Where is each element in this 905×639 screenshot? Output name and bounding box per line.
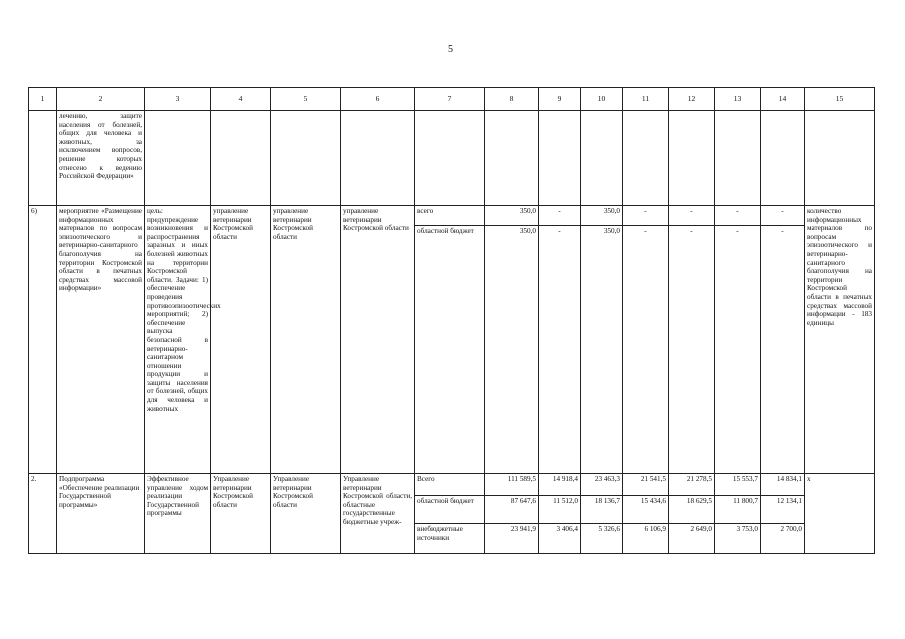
value-cell: 12 134,1: [761, 496, 805, 524]
value-cell: 6 106,9: [623, 524, 669, 554]
value-cell: -: [623, 206, 669, 226]
executor: управление ветеринарии Костромской области: [211, 206, 271, 474]
cell: [715, 111, 761, 206]
source-name: областной бюджет: [415, 226, 485, 474]
cell-continued-text: лечению, защите населения от болезней, общих для человека и животных, за исключением вопросов, решение которых отнесено к ведению Российской Федерации»: [57, 111, 145, 206]
header-cell: 6: [341, 88, 415, 111]
header-cell: 5: [271, 88, 341, 111]
value-cell: -: [539, 226, 581, 474]
value-cell: 18 629,5: [669, 496, 715, 524]
source-name: областной бюджет: [415, 496, 485, 524]
header-cell: 15: [805, 88, 875, 111]
value-cell: 15 434,6: [623, 496, 669, 524]
header-cell: 10: [581, 88, 623, 111]
value-cell: -: [669, 226, 715, 474]
value-cell: -: [715, 206, 761, 226]
value-cell: 5 326,6: [581, 524, 623, 554]
cell: [669, 111, 715, 206]
value-cell: 87 647,6: [485, 496, 539, 524]
table-row: [29, 474, 875, 496]
page-number: 5: [448, 44, 453, 55]
value-cell: 11 512,0: [539, 496, 581, 524]
goal-tasks: цель: предупреждение возникновения и распространения заразных и иных болезней животных на территории Костромской области. Задачи: 1) обеспечение проведения противоэпизоотических мероприятий; 2) обеспечение выпуска безопасной в ветеринарно-санитарном отношении продукции и защиты населения от болезней, общих для человека и животных: [145, 206, 211, 474]
cell: [415, 111, 485, 206]
cell: [623, 111, 669, 206]
program-table: [28, 87, 875, 554]
executor: Управление ветеринарии Костромской области: [271, 474, 341, 554]
executor: управление ветеринарии Костромской области: [341, 206, 415, 474]
cell: [581, 111, 623, 206]
value-cell: 350,0: [581, 226, 623, 474]
value-cell: 2 649,0: [669, 524, 715, 554]
expected-result: количество информационных материалов по вопросам эпизоотического и ветеринарно-санитарного благополучия на территории Костромской области в печатных средствах массовой информации - 183 единицы: [805, 206, 875, 474]
value-cell: -: [669, 206, 715, 226]
source-name: всего: [415, 206, 485, 226]
subprogram-name: Подпрограмма «Обеспечение реализации Государственной программы»: [57, 474, 145, 554]
value-cell: -: [623, 226, 669, 474]
header-cell: 14: [761, 88, 805, 111]
source-name: внебюджетные источники: [415, 524, 485, 554]
value-cell: 23 941,9: [485, 524, 539, 554]
executor: Управление ветеринарии Костромской области, областные государственные бюджетные учреж-: [341, 474, 415, 554]
executor: управление ветеринарии Костромской области: [271, 206, 341, 474]
value-cell: 14 918,4: [539, 474, 581, 496]
cell: [485, 111, 539, 206]
header-cell: 3: [145, 88, 211, 111]
header-cell: 12: [669, 88, 715, 111]
value-cell: 18 136,7: [581, 496, 623, 524]
row-number: 2.: [29, 474, 57, 554]
value-cell: 15 553,7: [715, 474, 761, 496]
goal-tasks: Эффективное управление ходом реализации Государственной программы: [145, 474, 211, 554]
cell: [29, 111, 57, 206]
value-cell: -: [715, 226, 761, 474]
header-cell: 13: [715, 88, 761, 111]
header-cell: 11: [623, 88, 669, 111]
table-row: [29, 206, 875, 226]
value-cell: -: [761, 206, 805, 226]
cell: [761, 111, 805, 206]
value-cell: 3 753,0: [715, 524, 761, 554]
value-cell: 2 700,0: [761, 524, 805, 554]
source-name: Всего: [415, 474, 485, 496]
header-cell: 8: [485, 88, 539, 111]
cell: [341, 111, 415, 206]
value-cell: 111 589,5: [485, 474, 539, 496]
value-cell: 350,0: [485, 226, 539, 474]
value-cell: 23 463,3: [581, 474, 623, 496]
value-cell: -: [761, 226, 805, 474]
value-cell: 21 278,5: [669, 474, 715, 496]
cell: [211, 111, 271, 206]
value-cell: 21 541,5: [623, 474, 669, 496]
value-cell: 3 406,4: [539, 524, 581, 554]
header-cell: 4: [211, 88, 271, 111]
row-number: 6): [29, 206, 57, 474]
value-cell: -: [539, 206, 581, 226]
header-cell: 1: [29, 88, 57, 111]
header-cell: 2: [57, 88, 145, 111]
activity-name: мероприятие «Размещение информационных материалов по вопросам эпизоотического и ветеринарно-санитарного благополучия на территории Костромской области в печатных средствах массовой информации»: [57, 206, 145, 474]
expected-result: x: [805, 474, 875, 554]
value-cell: 14 834,1: [761, 474, 805, 496]
value-cell: 350,0: [581, 206, 623, 226]
table-row: [29, 111, 875, 206]
executor: Управление ветеринарии Костромской области: [211, 474, 271, 554]
value-cell: 11 800,7: [715, 496, 761, 524]
value-cell: 350,0: [485, 206, 539, 226]
cell: [145, 111, 211, 206]
cell: [805, 111, 875, 206]
header-cell: 9: [539, 88, 581, 111]
header-row: [29, 88, 875, 111]
cell: [539, 111, 581, 206]
cell: [271, 111, 341, 206]
header-cell: 7: [415, 88, 485, 111]
